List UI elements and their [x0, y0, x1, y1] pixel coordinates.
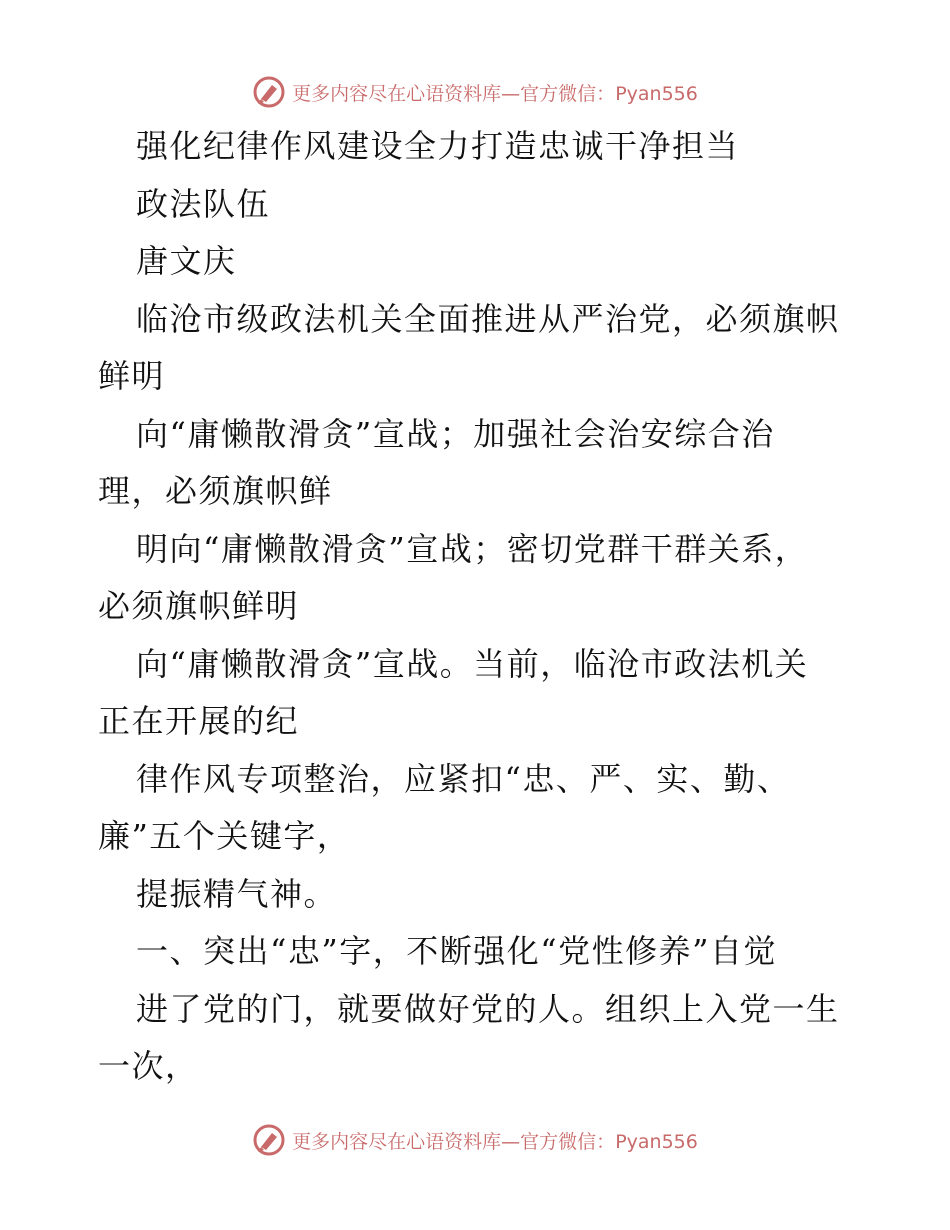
- text-line: 政法队伍: [136, 184, 271, 223]
- text-line: 向“庸懒散滑贪”宣战。当前，临沧市政法机关: [136, 644, 809, 683]
- watermark-brand: 更多内容尽在心语资料库: [292, 82, 502, 105]
- text-line: 进了党的门，就要做好党的人。组织上入党一生: [136, 989, 840, 1028]
- text-line: 明向“庸懒散滑贪”宣战；密切党群干群关系，: [136, 529, 809, 568]
- watermark-text: [292, 79, 698, 106]
- text-line: 一次，: [98, 1047, 199, 1085]
- watermark-wechat-label: 官方微信：: [520, 1130, 616, 1153]
- text-line: 向“庸懒散滑贪”宣战；加强社会治安综合治: [136, 414, 775, 453]
- watermark-wechat-id: Pyan556: [615, 82, 698, 105]
- watermark-brand: 更多内容尽在心语资料库: [292, 1130, 502, 1153]
- watermark-text: [292, 1127, 698, 1154]
- text-line: 廉”五个关键字，: [98, 817, 351, 855]
- text-line: 强化纪律作风建设全力打造忠诚干净担当: [136, 127, 740, 165]
- watermark-separator: —: [501, 1130, 521, 1153]
- text-line: 鲜明: [98, 357, 166, 395]
- text-line: 律作风专项整治，应紧扣“忠、严、实、勤、: [136, 759, 791, 798]
- text-line: 理，必须旗帜鲜: [98, 472, 333, 510]
- text-line: 正在开展的纪: [98, 702, 300, 740]
- text-line: 一、突出“忠”字，不断强化“党性修养”自觉: [136, 932, 777, 970]
- text-line: 唐文庆: [136, 242, 237, 280]
- header-watermark: [0, 72, 950, 112]
- watermark-wechat-id: Pyan556: [615, 1130, 698, 1153]
- watermark-separator: —: [501, 82, 521, 105]
- text-line: 必须旗帜鲜明: [98, 587, 300, 625]
- watermark-wechat-label: 官方微信：: [520, 82, 616, 105]
- text-line: 临沧市级政法机关全面推进从严治党，必须旗帜: [136, 299, 840, 338]
- pen-nib-logo-icon: [252, 1123, 286, 1157]
- footer-watermark: [0, 1120, 950, 1160]
- pen-nib-logo-icon: [252, 75, 286, 109]
- document-body: [98, 118, 858, 1096]
- text-line: 提振精气神。: [136, 874, 338, 913]
